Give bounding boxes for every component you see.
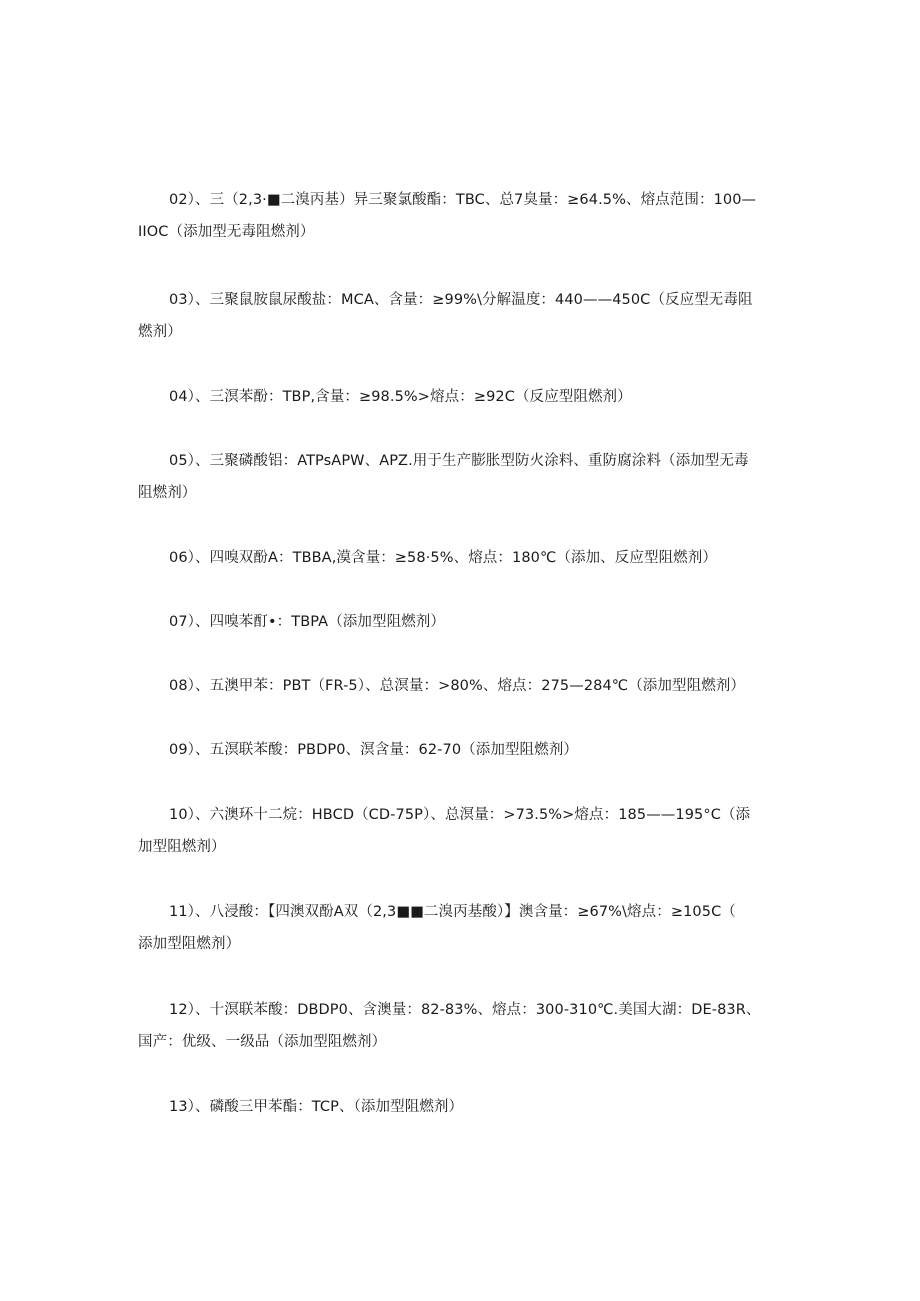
entry-11 (138, 896, 788, 960)
entry-06 (138, 542, 788, 574)
entry-09 (138, 734, 788, 766)
entry-line: 11）、八浸酸：【四澳双酚A双（2,3■■二溴丙基酸）】澳含量：≥67%\熔点：≥105C（ (169, 904, 736, 920)
entry-line-continued: 燃剂） (138, 324, 182, 340)
entry-line-continued: 添加型阻燃剂） (138, 936, 241, 952)
entry-line: 07）、四嗅苯酊•：TBPA（添加型阻燃剂） (169, 614, 445, 630)
entry-07 (138, 606, 788, 638)
entry-line-continued: IIOC（添加型无毒阻燃剂） (138, 224, 315, 240)
entry-12 (138, 994, 788, 1058)
entry-05 (138, 445, 788, 509)
entry-line: 13）、磷酸三甲苯酯：TCP、（添加型阻燃剂） (169, 1099, 464, 1115)
entry-line: 06）、四嗅双酚A：TBBA,漠含量：≥58·5%、熔点：180℃（添加、反应型阻燃剂） (169, 550, 717, 566)
entry-04 (138, 381, 788, 413)
entry-line: 09）、五溟联苯酸：PBDP0、溟含量：62-70（添加型阻燃剂） (169, 742, 578, 758)
entry-line-continued: 国产：优级、一级品（添加型阻燃剂） (138, 1034, 387, 1050)
entry-line: 10）、六澳环十二烷：HBCD（CD-75P）、总溟量：>73.5%>熔点：185——195°C（添 (169, 807, 751, 823)
entry-03 (138, 284, 788, 348)
entry-line-continued: 阻燃剂） (138, 485, 197, 501)
entry-line: 05）、三聚磷酸铝：ATPsAPW、APZ.用于生产膨胀型防火涂料、重防腐涂料（添加型无毒 (169, 453, 749, 469)
entry-line: 04）、三溟苯酚：TBP,含量：≥98.5%>熔点：≥92C（反应型阻燃剂） (169, 389, 632, 405)
entry-line: 08）、五澳甲苯：PBT（FR-5）、总溟量：>80%、熔点：275—284℃（添加型阻燃剂） (169, 678, 745, 694)
entry-10 (138, 799, 788, 863)
entry-line: 03）、三聚鼠胺鼠尿酸盐：MCA、含量：≥99%\分解温度：440——450C（反应型无毒阻 (169, 292, 753, 308)
entry-13 (138, 1091, 788, 1123)
entry-08 (138, 670, 788, 702)
entry-line: 12）、十溟联苯酸：DBDP0、含澳量：82-83%、熔点：300-310℃.美国大湖：DE-83R、 (169, 1002, 761, 1018)
entry-line: 02）、三（2,3·■二溴丙基）异三聚氯酸酯：TBC、总7臭量：≥64.5%、熔点范围：100— (169, 192, 757, 208)
entry-02 (138, 184, 788, 248)
entry-line-continued: 加型阻燃剂） (138, 839, 226, 855)
